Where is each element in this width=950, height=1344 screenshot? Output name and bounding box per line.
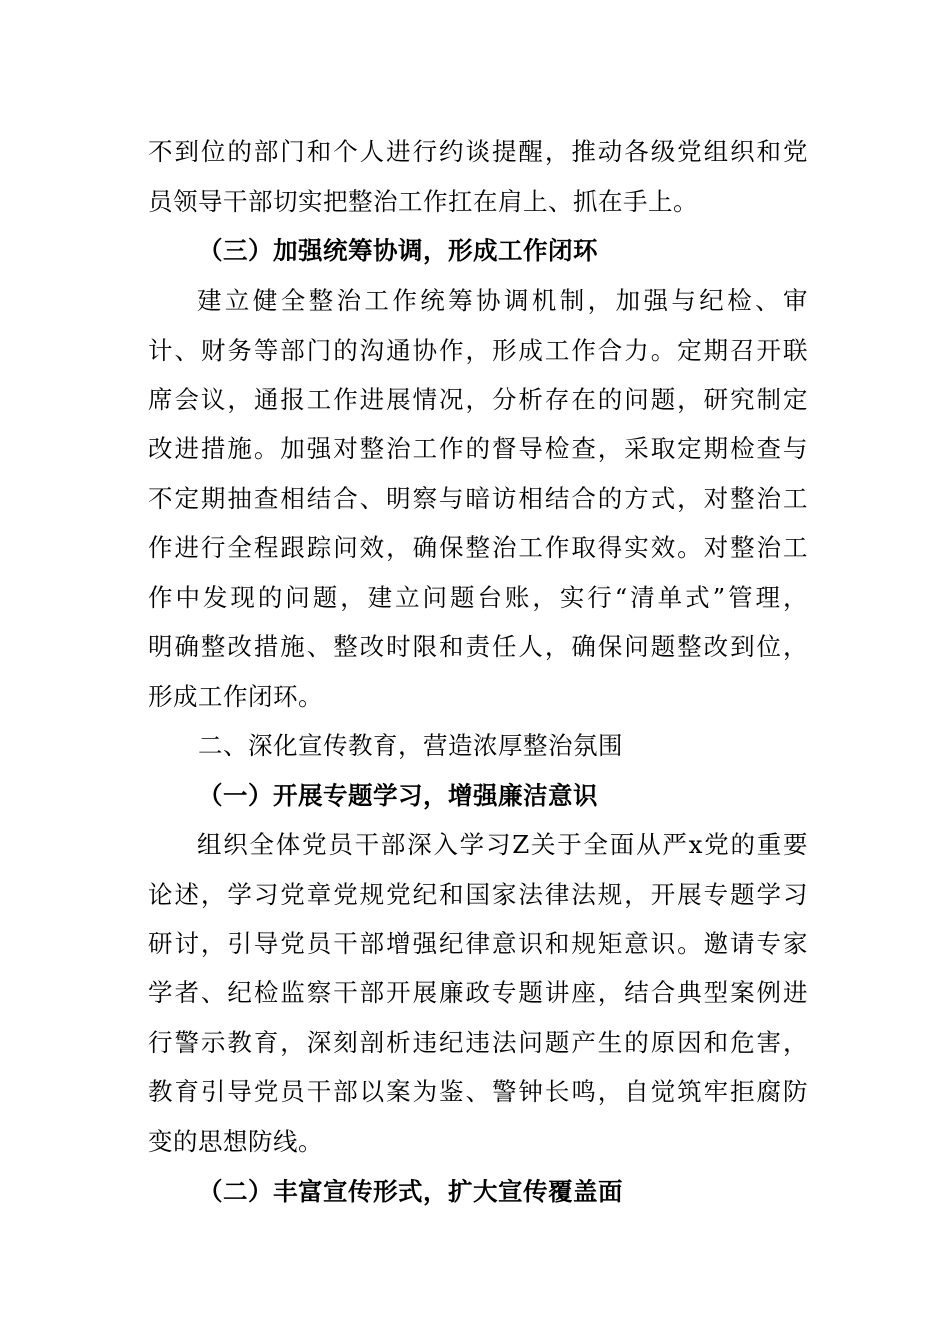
subsection-heading-1: （一）开展专题学习，增强廉洁意识 xyxy=(198,781,598,810)
paragraph-line: 研讨，引导党员干部增强纪律意识和规矩意识。邀请专家 xyxy=(148,929,808,958)
section-heading-2: 二、深化宣传教育，营造浓厚整治氛围 xyxy=(198,731,623,760)
paragraph-line: 组织全体党员干部深入学习Z关于全面从严x党的重要 xyxy=(197,830,808,859)
paragraph-line: 形成工作闭环。 xyxy=(148,682,323,711)
paragraph-line: 论述，学习党章党规党纪和国家法律法规，开展专题学习 xyxy=(148,880,808,909)
paragraph-line: 不到位的部门和个人进行约谈提醒，推动各级党组织和党 xyxy=(148,137,808,166)
paragraph-line: 建立健全整治工作统筹协调机制，加强与纪检、审 xyxy=(197,286,808,315)
paragraph-line: 学者、纪检监察干部开展廉政专题讲座，结合典型案例进 xyxy=(148,978,808,1007)
paragraph-line: 计、财务等部门的沟通协作，形成工作合力。定期召开联 xyxy=(148,336,808,365)
paragraph-line: 作中发现的问题，建立问题台账，实行“清单式”管理， xyxy=(148,583,808,612)
paragraph-line: 改进措施。加强对整治工作的督导检查，采取定期检查与 xyxy=(148,434,808,463)
subsection-heading-2: （二）丰富宣传形式，扩大宣传覆盖面 xyxy=(198,1177,623,1206)
paragraph-line: 行警示教育，深刻剖析违纪违法问题产生的原因和危害， xyxy=(148,1028,808,1057)
paragraph-line: 员领导干部切实把整治工作扛在肩上、抓在手上。 xyxy=(148,187,698,216)
paragraph-line: 变的思想防线。 xyxy=(148,1127,323,1156)
paragraph-line: 作进行全程跟踪问效，确保整治工作取得实效。对整治工 xyxy=(148,533,808,562)
paragraph-line: 不定期抽查相结合、明察与暗访相结合的方式，对整治工 xyxy=(148,484,808,513)
paragraph-line: 教育引导党员干部以案为鉴、警钟长鸣，自觉筑牢拒腐防 xyxy=(148,1077,808,1106)
subsection-heading-3: （三）加强统筹协调，形成工作闭环 xyxy=(198,236,598,265)
paragraph-line: 席会议，通报工作进展情况，分析存在的问题，研究制定 xyxy=(148,385,808,414)
paragraph-line: 明确整改措施、整改时限和责任人，确保问题整改到位， xyxy=(148,632,808,661)
